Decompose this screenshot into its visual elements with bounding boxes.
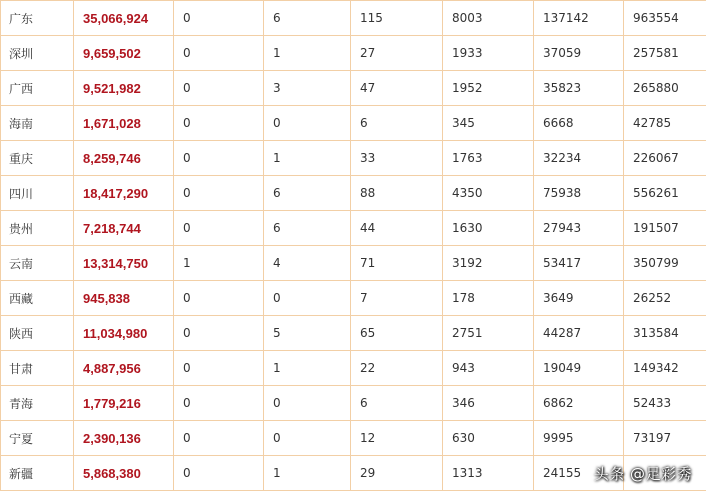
count-cell: 24155 <box>534 456 624 491</box>
sales-amount-cell: 1,671,028 <box>74 106 174 141</box>
count-cell: 0 <box>174 281 264 316</box>
sales-amount-cell: 35,066,924 <box>74 1 174 36</box>
count-cell: 115 <box>351 1 443 36</box>
count-cell: 0 <box>174 386 264 421</box>
province-cell: 青海 <box>1 386 74 421</box>
count-cell: 6 <box>351 386 443 421</box>
sales-amount-cell: 18,417,290 <box>74 176 174 211</box>
count-cell: 6 <box>264 176 351 211</box>
province-cell: 广东 <box>1 1 74 36</box>
sales-amount-cell: 11,034,980 <box>74 316 174 351</box>
count-cell: 35823 <box>534 71 624 106</box>
province-cell: 新疆 <box>1 456 74 491</box>
count-cell: 963554 <box>624 1 706 36</box>
count-cell: 29 <box>351 456 443 491</box>
count-cell: 265880 <box>624 71 706 106</box>
count-cell: 6 <box>351 106 443 141</box>
count-cell: 1763 <box>443 141 534 176</box>
count-cell: 0 <box>174 456 264 491</box>
province-cell: 甘肃 <box>1 351 74 386</box>
table-row <box>1 176 706 211</box>
count-cell: 0 <box>174 1 264 36</box>
count-cell: 27943 <box>534 211 624 246</box>
count-cell: 1 <box>264 456 351 491</box>
table-row <box>1 316 706 351</box>
count-cell: 3192 <box>443 246 534 281</box>
sales-amount-cell: 9,659,502 <box>74 36 174 71</box>
sales-amount-cell: 8,259,746 <box>74 141 174 176</box>
count-cell <box>624 456 706 491</box>
sales-amount-cell: 945,838 <box>74 281 174 316</box>
count-cell: 44287 <box>534 316 624 351</box>
count-cell: 137142 <box>534 1 624 36</box>
sales-amount-cell: 9,521,982 <box>74 71 174 106</box>
count-cell: 4 <box>264 246 351 281</box>
count-cell: 350799 <box>624 246 706 281</box>
table-row <box>1 386 706 421</box>
table-row <box>1 71 706 106</box>
sales-amount-cell: 13,314,750 <box>74 246 174 281</box>
province-cell: 云南 <box>1 246 74 281</box>
province-cell: 四川 <box>1 176 74 211</box>
count-cell: 27 <box>351 36 443 71</box>
table-body <box>1 1 706 491</box>
count-cell: 0 <box>264 386 351 421</box>
count-cell: 19049 <box>534 351 624 386</box>
count-cell: 630 <box>443 421 534 456</box>
province-cell: 海南 <box>1 106 74 141</box>
table-row <box>1 36 706 71</box>
count-cell: 47 <box>351 71 443 106</box>
count-cell: 257581 <box>624 36 706 71</box>
count-cell: 0 <box>174 141 264 176</box>
count-cell: 3 <box>264 71 351 106</box>
count-cell: 313584 <box>624 316 706 351</box>
count-cell: 345 <box>443 106 534 141</box>
count-cell: 191507 <box>624 211 706 246</box>
count-cell: 65 <box>351 316 443 351</box>
table-row <box>1 141 706 176</box>
count-cell: 1 <box>264 141 351 176</box>
count-cell: 1 <box>264 36 351 71</box>
province-cell: 贵州 <box>1 211 74 246</box>
count-cell: 6862 <box>534 386 624 421</box>
count-cell: 178 <box>443 281 534 316</box>
count-cell: 0 <box>174 421 264 456</box>
count-cell: 88 <box>351 176 443 211</box>
count-cell: 8003 <box>443 1 534 36</box>
province-cell: 重庆 <box>1 141 74 176</box>
count-cell: 3649 <box>534 281 624 316</box>
count-cell: 0 <box>174 176 264 211</box>
province-cell: 陕西 <box>1 316 74 351</box>
count-cell: 1313 <box>443 456 534 491</box>
count-cell: 0 <box>174 351 264 386</box>
table-row <box>1 421 706 456</box>
count-cell: 4350 <box>443 176 534 211</box>
count-cell: 0 <box>264 106 351 141</box>
count-cell: 346 <box>443 386 534 421</box>
count-cell: 73197 <box>624 421 706 456</box>
count-cell: 1933 <box>443 36 534 71</box>
count-cell: 37059 <box>534 36 624 71</box>
count-cell: 226067 <box>624 141 706 176</box>
table-row <box>1 1 706 36</box>
count-cell: 556261 <box>624 176 706 211</box>
count-cell: 0 <box>264 421 351 456</box>
table-row <box>1 211 706 246</box>
count-cell: 1 <box>264 351 351 386</box>
count-cell: 6 <box>264 1 351 36</box>
count-cell: 75938 <box>534 176 624 211</box>
table-row <box>1 351 706 386</box>
count-cell: 6 <box>264 211 351 246</box>
count-cell: 42785 <box>624 106 706 141</box>
count-cell: 1 <box>174 246 264 281</box>
count-cell: 6668 <box>534 106 624 141</box>
count-cell: 53417 <box>534 246 624 281</box>
count-cell: 2751 <box>443 316 534 351</box>
count-cell: 33 <box>351 141 443 176</box>
count-cell: 71 <box>351 246 443 281</box>
sales-amount-cell: 7,218,744 <box>74 211 174 246</box>
count-cell: 44 <box>351 211 443 246</box>
count-cell: 12 <box>351 421 443 456</box>
count-cell: 52433 <box>624 386 706 421</box>
count-cell: 26252 <box>624 281 706 316</box>
table-row <box>1 106 706 141</box>
count-cell: 22 <box>351 351 443 386</box>
sales-amount-cell: 5,868,380 <box>74 456 174 491</box>
count-cell: 1952 <box>443 71 534 106</box>
province-cell: 宁夏 <box>1 421 74 456</box>
watermark: 头条 @足彩秀 <box>593 465 692 483</box>
province-cell: 深圳 <box>1 36 74 71</box>
count-cell: 0 <box>174 211 264 246</box>
province-cell: 西藏 <box>1 281 74 316</box>
count-cell: 9995 <box>534 421 624 456</box>
count-cell: 1630 <box>443 211 534 246</box>
sales-amount-cell: 1,779,216 <box>74 386 174 421</box>
count-cell: 32234 <box>534 141 624 176</box>
count-cell: 943 <box>443 351 534 386</box>
count-cell: 0 <box>264 281 351 316</box>
province-cell: 广西 <box>1 71 74 106</box>
count-cell: 7 <box>351 281 443 316</box>
count-cell: 0 <box>174 106 264 141</box>
sales-amount-cell: 4,887,956 <box>74 351 174 386</box>
count-cell: 5 <box>264 316 351 351</box>
count-cell: 0 <box>174 36 264 71</box>
sales-amount-cell: 2,390,136 <box>74 421 174 456</box>
count-cell: 0 <box>174 316 264 351</box>
table-row <box>1 246 706 281</box>
table-row <box>1 281 706 316</box>
count-cell: 0 <box>174 71 264 106</box>
count-cell: 149342 <box>624 351 706 386</box>
table-row <box>1 456 706 491</box>
